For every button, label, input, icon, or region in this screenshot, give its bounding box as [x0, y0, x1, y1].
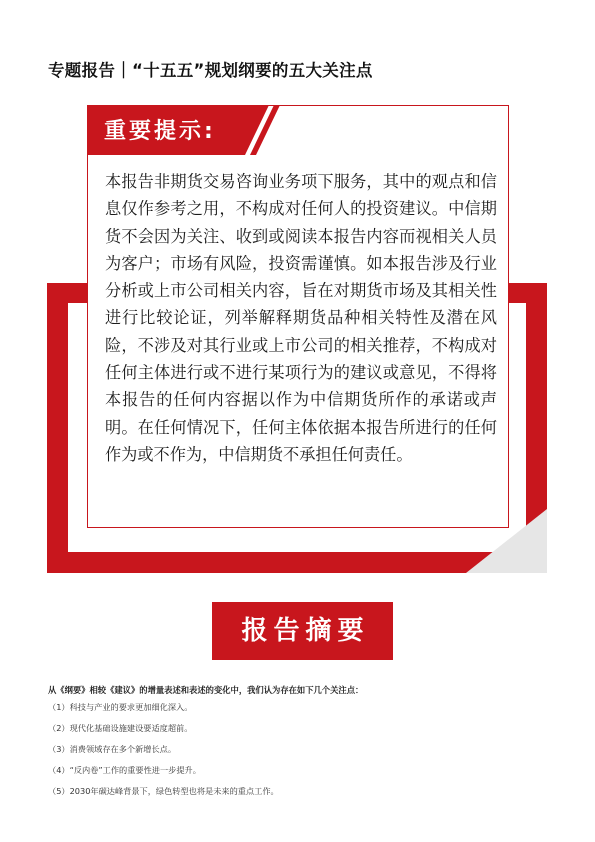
page-title: 专题报告｜“十五五”规划纲要的五大关注点 — [48, 61, 373, 80]
summary-label: 报告摘要 — [241, 616, 370, 646]
notice-body: 本报告非期货交易咨询业务项下服务，其中的观点和信息仅作参考之用，不构成对任何人的投资建议。中信期货不会因为关注、收到或阅读本报告内容而视相关人员为客户；市场有风险，投资需谨慎。如本报告涉及行业分析或上市公司相关内容，旨在对期货市场及其相关性进行比较论证，列举解释期货品种相关特性及潜在风险，不涉及对其行业或上市公司的相关推荐，不构成对任何主体进行或不进行某项行为的建议或意见，不得将本报告的任何内容据以作为中信期货所作的承诺或声明。在任何情况下，任何主体依据本报告所进行的任何作为或不作为，中信期货不承担任何责任。 — [105, 172, 497, 464]
key-point-item: （3）消费领域存在多个新增长点。 — [48, 744, 177, 754]
notice-title: 重要提示: — [104, 119, 216, 144]
key-point-item: （5）2030年碳达峰背景下，绿色转型也将是未来的重点工作。 — [48, 786, 279, 796]
key-point-item: （4）“反内卷”工作的重要性进一步提升。 — [48, 765, 201, 775]
summary-intro: 从《纲要》相较《建议》的增量表述和表述的变化中，我们认为存在如下几个关注点： — [48, 685, 364, 695]
notice-header — [87, 105, 509, 155]
key-points-list — [48, 701, 279, 806]
key-point-item: （1）科技与产业的要求更加细化深入。 — [48, 702, 193, 712]
important-notice-card — [87, 105, 509, 528]
key-point-item: （2）现代化基础设施建设要适度超前。 — [48, 723, 193, 733]
summary-label-box — [212, 602, 393, 660]
